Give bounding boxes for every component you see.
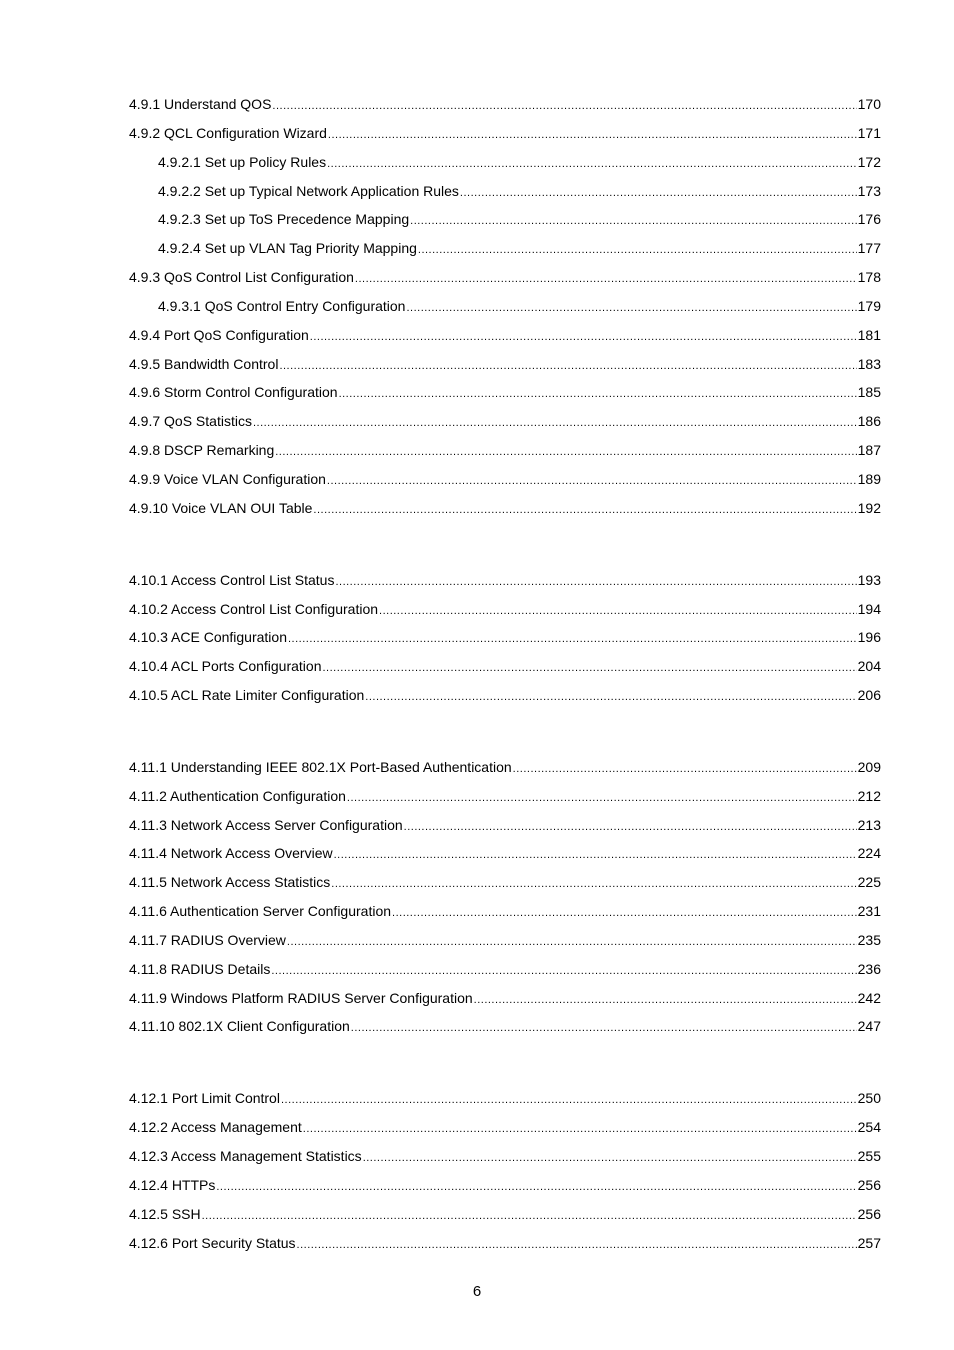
toc-entry-title: 4.11.10 802.1X Client Configuration xyxy=(129,1018,350,1035)
toc-entry-page: 242 xyxy=(857,989,881,1006)
toc-dot-leader xyxy=(351,1014,857,1041)
toc-dot-leader xyxy=(287,928,857,955)
toc-entry-title: 4.9.8 DSCP Remarking xyxy=(129,442,275,459)
toc-entry-title: 4.9.2.3 Set up ToS Precedence Mapping xyxy=(158,211,410,228)
toc-entry[interactable] xyxy=(129,378,881,407)
toc-entry-title: 4.10.2 Access Control List Configuration xyxy=(129,600,379,617)
table-of-contents xyxy=(129,90,881,1257)
toc-entry-title: 4.9.3.1 QoS Control Entry Configuration xyxy=(158,297,406,314)
toc-entry-page: 224 xyxy=(857,845,881,862)
toc-dot-leader xyxy=(271,957,856,984)
toc-entry[interactable] xyxy=(129,753,881,782)
toc-entry-title: 4.9.9 Voice VLAN Configuration xyxy=(129,470,326,487)
toc-entry-page: 256 xyxy=(857,1205,881,1222)
toc-entry-title: 4.12.6 Port Security Status xyxy=(129,1234,296,1251)
toc-entry-page: 178 xyxy=(857,269,881,286)
toc-entry[interactable] xyxy=(129,897,881,926)
toc-entry-title: 4.9.2 QCL Configuration Wizard xyxy=(129,124,327,141)
toc-dot-leader xyxy=(323,654,857,681)
toc-dot-leader xyxy=(347,784,857,811)
toc-dot-leader xyxy=(365,683,856,710)
toc-dot-leader xyxy=(297,1231,857,1258)
toc-dot-leader xyxy=(418,236,857,263)
toc-entry-page: 179 xyxy=(857,297,881,314)
toc-entry-page: 192 xyxy=(857,499,881,516)
toc-dot-leader xyxy=(410,207,857,234)
toc-entry-title: 4.11.1 Understanding IEEE 802.1X Port-Based Authentication xyxy=(129,758,512,775)
toc-entry[interactable] xyxy=(129,955,881,984)
toc-entry-page: 172 xyxy=(857,153,881,170)
toc-dot-leader xyxy=(327,467,857,494)
toc-entry[interactable] xyxy=(129,782,881,811)
toc-entry-title: 4.12.1 Port Limit Control xyxy=(129,1090,280,1107)
toc-entry-title: 4.10.4 ACL Ports Configuration xyxy=(129,658,322,675)
toc-dot-leader xyxy=(288,625,857,652)
toc-entry-title: 4.11.9 Windows Platform RADIUS Server Configuration xyxy=(129,989,473,1006)
toc-dot-leader xyxy=(216,1173,856,1200)
toc-entry[interactable] xyxy=(129,652,881,681)
toc-entry-page: 204 xyxy=(857,658,881,675)
toc-entry[interactable] xyxy=(129,350,881,379)
toc-entry-title: 4.11.4 Network Access Overview xyxy=(129,845,333,862)
toc-entry-page: 177 xyxy=(857,240,881,257)
toc-entry[interactable] xyxy=(129,681,881,710)
toc-entry-title: 4.9.10 Voice VLAN OUI Table xyxy=(129,499,313,516)
toc-entry-page: 255 xyxy=(857,1148,881,1164)
toc-dot-leader xyxy=(331,870,856,897)
toc-dot-leader xyxy=(275,438,856,465)
toc-entry[interactable] xyxy=(129,494,881,523)
toc-entry[interactable] xyxy=(129,623,881,652)
toc-entry[interactable] xyxy=(129,926,881,955)
toc-dot-leader xyxy=(310,323,857,350)
toc-entry-title: 4.9.3 QoS Control List Configuration xyxy=(129,269,354,286)
toc-entry-page: 235 xyxy=(857,931,881,948)
toc-entry-page: 257 xyxy=(857,1234,881,1251)
toc-entry-title: 4.11.6 Authentication Server Configuration xyxy=(129,903,392,920)
toc-entry-title: 4.11.7 RADIUS Overview xyxy=(129,931,286,948)
toc-entry-page: 189 xyxy=(857,470,881,487)
toc-dot-leader xyxy=(328,121,857,148)
toc-entry-page: 194 xyxy=(857,600,881,617)
toc-entry[interactable] xyxy=(129,1229,881,1258)
toc-entry-title: 4.12.2 Access Management xyxy=(129,1119,302,1136)
toc-entry-title: 4.10.1 Access Control List Status xyxy=(129,571,335,588)
toc-entry-page: 173 xyxy=(857,182,881,199)
toc-entry-page: 247 xyxy=(857,1018,881,1035)
toc-dot-leader xyxy=(272,92,856,119)
toc-entry[interactable] xyxy=(129,811,881,840)
toc-dot-leader xyxy=(406,294,856,321)
toc-entry[interactable] xyxy=(129,205,881,234)
toc-dot-leader xyxy=(334,841,857,868)
toc-dot-leader xyxy=(327,150,857,177)
toc-dot-leader xyxy=(253,409,857,436)
toc-dot-leader xyxy=(313,496,856,523)
toc-dot-leader xyxy=(363,1144,857,1171)
toc-dot-leader xyxy=(392,899,857,926)
toc-entry-page: 212 xyxy=(857,787,881,804)
toc-entry-title: 4.12.4 HTTPs xyxy=(129,1176,216,1193)
toc-entry[interactable] xyxy=(129,90,881,119)
toc-section xyxy=(129,753,881,1041)
toc-entry-title: 4.11.8 RADIUS Details xyxy=(129,960,271,977)
toc-entry[interactable] xyxy=(129,119,881,148)
toc-entry-page: 254 xyxy=(857,1119,881,1136)
toc-entry[interactable] xyxy=(129,1200,881,1229)
toc-entry-page: 186 xyxy=(857,413,881,430)
toc-entry-title: 4.10.3 ACE Configuration xyxy=(129,629,287,646)
toc-entry[interactable] xyxy=(129,595,881,624)
toc-entry-title: 4.12.5 SSH xyxy=(129,1205,201,1222)
toc-entry-page: 213 xyxy=(857,816,881,833)
toc-entry[interactable] xyxy=(129,263,881,292)
toc-entry[interactable] xyxy=(129,321,881,350)
toc-entry-page: 256 xyxy=(857,1176,881,1193)
toc-dot-leader xyxy=(379,597,857,624)
toc-dot-leader xyxy=(335,568,856,595)
toc-entry-title: 4.9.5 Bandwidth Control xyxy=(129,355,279,372)
toc-entry-page: 250 xyxy=(857,1090,881,1107)
page-number: 6 xyxy=(472,1283,482,1300)
toc-dot-leader xyxy=(460,179,857,206)
toc-entry-page: 236 xyxy=(857,960,881,977)
toc-section xyxy=(129,90,881,523)
toc-entry[interactable] xyxy=(129,868,881,897)
toc-entry-page: 170 xyxy=(857,96,881,112)
toc-section xyxy=(129,566,881,710)
toc-section xyxy=(129,1084,881,1257)
toc-entry[interactable] xyxy=(129,566,881,595)
toc-dot-leader xyxy=(474,986,857,1013)
toc-entry[interactable] xyxy=(129,1113,881,1142)
toc-entry-page: 171 xyxy=(857,124,881,141)
toc-entry[interactable] xyxy=(129,1142,881,1171)
toc-entry-title: 4.9.7 QoS Statistics xyxy=(129,413,252,430)
toc-entry[interactable] xyxy=(129,407,881,436)
toc-entry-title: 4.9.1 Understand QOS xyxy=(129,96,272,112)
toc-dot-leader xyxy=(404,813,857,840)
toc-dot-leader xyxy=(202,1202,857,1229)
toc-entry-title: 4.9.2.1 Set up Policy Rules xyxy=(158,153,327,170)
toc-entry-title: 4.10.5 ACL Rate Limiter Configuration xyxy=(129,687,365,704)
toc-entry[interactable] xyxy=(129,292,881,321)
toc-entry-title: 4.11.3 Network Access Server Configuration xyxy=(129,816,403,833)
toc-entry[interactable] xyxy=(129,984,881,1013)
toc-entry-page: 185 xyxy=(857,384,881,401)
toc-dot-leader xyxy=(355,265,857,292)
toc-entry-title: 4.11.5 Network Access Statistics xyxy=(129,874,331,891)
toc-dot-leader xyxy=(339,380,857,407)
toc-entry[interactable] xyxy=(129,177,881,206)
toc-entry[interactable] xyxy=(129,1012,881,1041)
toc-entry-page: 176 xyxy=(857,211,881,228)
toc-entry[interactable] xyxy=(129,465,881,494)
toc-entry-title: 4.12.3 Access Management Statistics xyxy=(129,1148,362,1164)
toc-entry[interactable] xyxy=(129,839,881,868)
toc-entry[interactable] xyxy=(129,436,881,465)
toc-entry-title: 4.9.2.4 Set up VLAN Tag Priority Mapping xyxy=(158,240,417,257)
toc-entry-page: 231 xyxy=(857,903,881,920)
toc-entry-page: 187 xyxy=(857,442,881,459)
toc-entry-page: 183 xyxy=(857,355,881,372)
toc-entry-page: 225 xyxy=(857,874,881,891)
toc-entry-page: 196 xyxy=(857,629,881,646)
toc-entry[interactable] xyxy=(129,148,881,177)
toc-entry-title: 4.9.4 Port QoS Configuration xyxy=(129,326,309,343)
toc-entry[interactable] xyxy=(129,1084,881,1113)
toc-entry-page: 193 xyxy=(857,571,881,588)
toc-entry-title: 4.11.2 Authentication Configuration xyxy=(129,787,346,804)
toc-entry[interactable] xyxy=(129,234,881,263)
toc-entry-title: 4.9.2.2 Set up Typical Network Application Rules xyxy=(158,182,459,199)
toc-dot-leader xyxy=(281,1086,857,1113)
toc-entry-page: 209 xyxy=(857,758,881,775)
toc-entry-page: 206 xyxy=(857,687,881,704)
toc-dot-leader xyxy=(513,755,857,782)
toc-entry-title: 4.9.6 Storm Control Configuration xyxy=(129,384,338,401)
toc-dot-leader xyxy=(303,1115,857,1142)
toc-entry[interactable] xyxy=(129,1171,881,1200)
toc-entry-page: 181 xyxy=(857,326,881,343)
toc-dot-leader xyxy=(279,352,856,379)
